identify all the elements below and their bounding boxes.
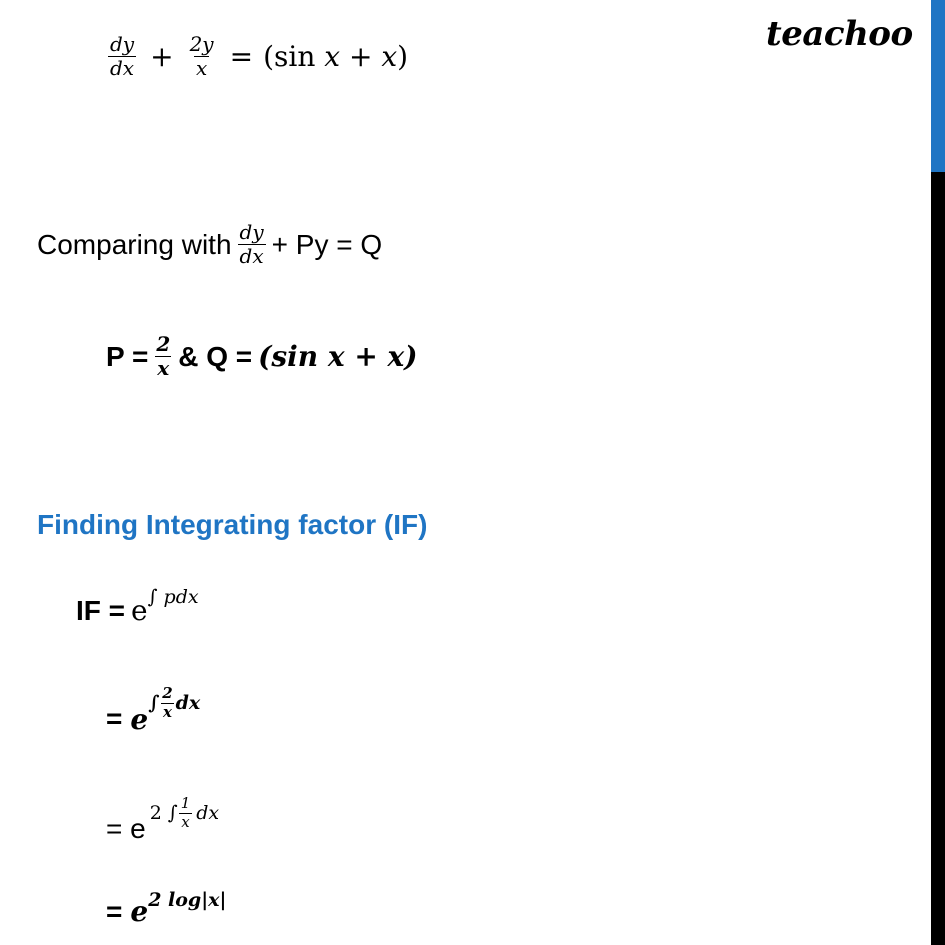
- sidebar-accent: [931, 0, 945, 172]
- fraction-dy-dx: $\frac{dy}{dx}$: [110, 32, 135, 80]
- section-heading: Finding Integrating factor (IF): [37, 509, 428, 540]
- step-3-exponent: 2 ∫ 1 x dx: [149, 794, 220, 831]
- comparison-line: Comparing with $\frac{dy}{dx}$ + Py = Q: [37, 220, 383, 268]
- equation-line-1: $\frac{dy}{dx}$ + $\frac{2y}{x}$ = (sin 𝑥 + 𝑥): [110, 32, 409, 80]
- step-3-line: = e $^{2 \int \frac{1}{x} dx}$: [106, 794, 220, 845]
- step-4-line: = e $^{2 log|x|}$: [106, 888, 227, 928]
- step-2-exponent: ∫ 2 x dx: [148, 684, 201, 721]
- fraction-2-x: $\frac{2}{x}$: [156, 332, 171, 380]
- q-value: (sin x + x): [258, 340, 418, 373]
- rhs-expression: (sin 𝑥 + 𝑥): [263, 40, 409, 73]
- step-4-exponent: 2 log|x|: [148, 888, 227, 911]
- fraction-dy-dx: $\frac{dy}{dx}$: [239, 220, 264, 268]
- step-2-line: = e $^{\int \frac{2}{x} dx}$: [106, 684, 201, 736]
- fraction-2-x: $\frac{2}{x}$: [162, 684, 173, 721]
- if-definition-line: IF = e $^{\int pdx}$: [76, 585, 199, 627]
- fraction-1-x: $\frac{1}{x}$: [180, 794, 191, 831]
- p-q-line: P = $\frac{2}{x}$ & Q = (sin x + x): [106, 332, 418, 380]
- if-exponent: ∫ pdx: [147, 585, 199, 608]
- fraction-2y-x: $\frac{2y}{x}$: [189, 32, 214, 80]
- teachoo-logo: teachoo: [766, 14, 913, 54]
